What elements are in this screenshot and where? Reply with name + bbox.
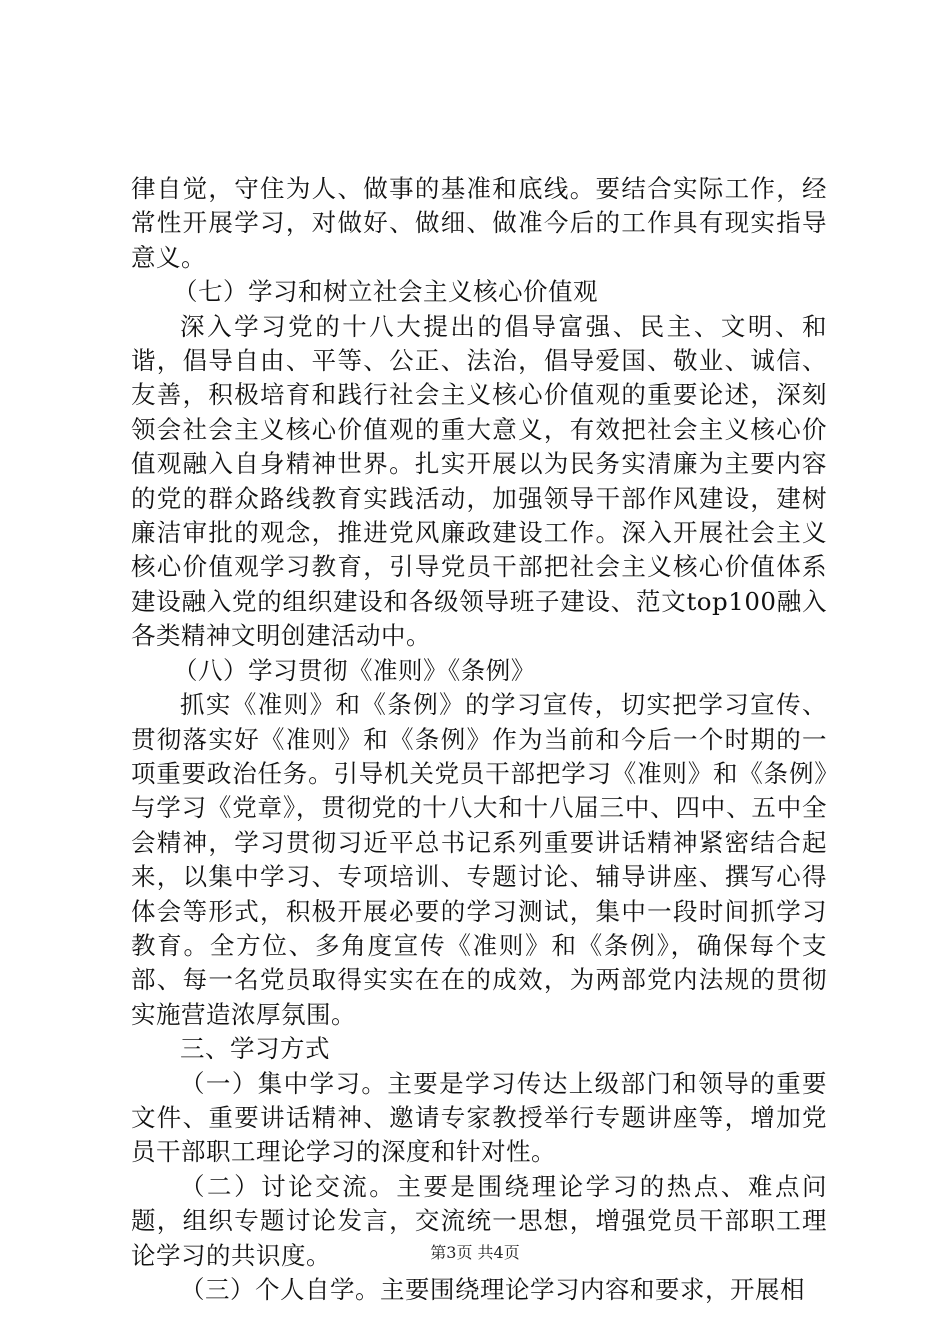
paragraph-rules-regulations: 抓实《准则》和《条例》的学习宣传，切实把学习宣传、贯彻落实好《准则》和《条例》作为当前和今后一个时期的一项重要政治任务。引导机关党员干部把学习《准则》和《条例》与学习《党章》，贯彻党的十八大和十八届三中、四中、五中全会精神，学习贯彻习近平总书记系列重要讲话精神紧密结合起来，以集中学习、专项培训、专题讨论、辅导讲座、撰写心得体会等形式，积极开展必要的学习测试，集中一段时间抓学习教育。全方位、多角度宣传《准则》和《条例》，确保每个支部、每一名党员取得实实在在的成效，为两部党内法规的贯彻实施营造浓厚氛围。 [131,690,827,1029]
paragraph-discussion-exchange: （二）讨论交流。主要是围绕理论学习的热点、难点问题，组织专题讨论发言，交流统一思想，增强党员干部职工理论学习的共识度。 [131,1171,827,1270]
page-number-footer: 第3页 共4页 [430,1243,520,1262]
subheading-eight: （八）学习贯彻《准则》《条例》 [173,655,536,685]
section-heading-study-methods: 三、学习方式 [180,1034,330,1064]
subheading-seven: （七）学习和树立社会主义核心价值观 [173,277,598,307]
paragraph-centralized-study: （一）集中学习。主要是学习传达上级部门和领导的重要文件、重要讲话精神、邀请专家教授举行专题讲座等，增加党员干部职工理论学习的深度和针对性。 [131,1068,827,1167]
paragraph-self-study: （三）个人自学。主要围绕理论学习内容和要求，开展相 [180,1275,805,1304]
paragraph-core-values: 深入学习党的十八大提出的倡导富强、民主、文明、和谐，倡导自由、平等、公正、法治，倡导爱国、敬业、诚信、友善，积极培育和践行社会主义核心价值观的重要论述，深刻领会社会主义核心价值观的重大意义，有效把社会主义核心价值观融入自身精神世界。扎实开展以为民务实清廉为主要内容的党的群众路线教育实践活动，加强领导干部作风建设，建树廉洁审批的观念，推进党风廉政建设工作。深入开展社会主义核心价值观学习教育，引导党员干部把社会主义核心价值体系建设融入党的组织建设和各级领导班子建设、范文top100融入各类精神文明创建活动中。 [131,311,827,651]
paragraph-continuation: 律自觉，守住为人、做事的基准和底线。要结合实际工作，经常性开展学习，对做好、做细、做准今后的工作具有现实指导意义。 [131,174,827,272]
document-body [131,172,827,1307]
